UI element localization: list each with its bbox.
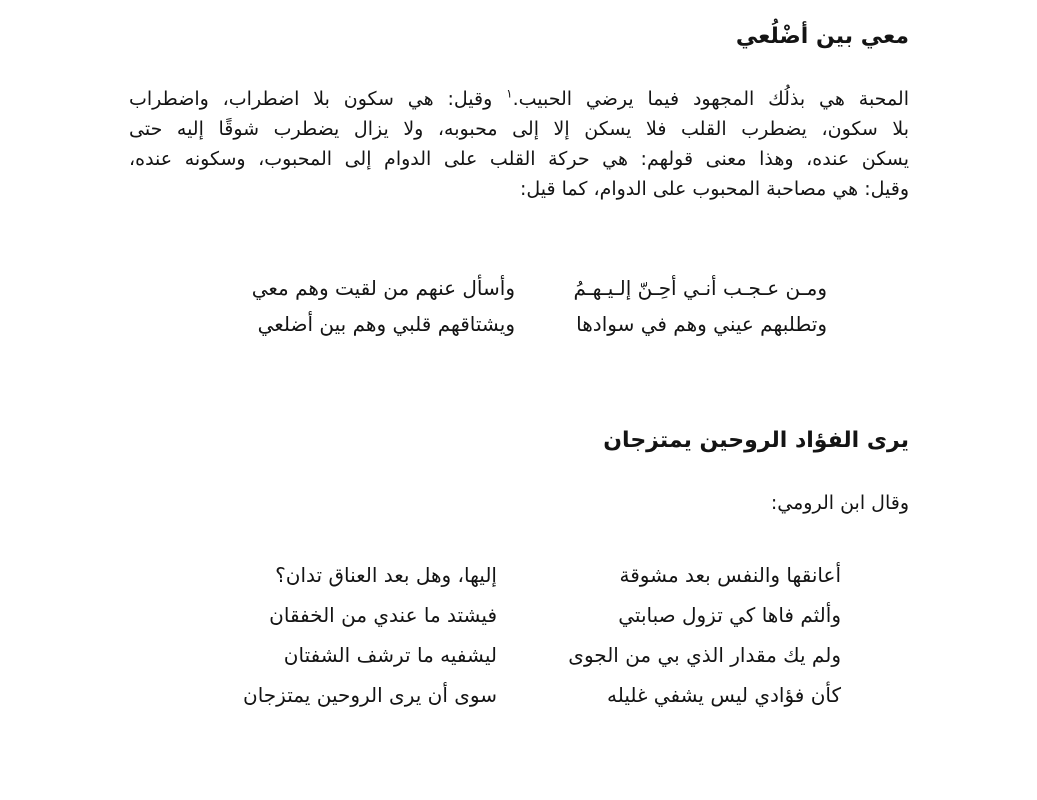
hemistich-second: فيشتد ما عندي من الخفقان — [269, 603, 497, 627]
paragraph-line: وقيل: هي مصاحبة المحبوب على الدوام، كما قيل: — [519, 178, 909, 200]
paragraph-line: بلا سكون، يضطرب القلب فلا يسكن إلا إلى محبوبه، ولا يزال يضطرب شوقًا إليه حتى — [129, 118, 909, 140]
poem — [215, 270, 827, 342]
hemistich-second: وأسأل عنهم من لقيت وهم معي — [251, 276, 515, 300]
hemistich-second: ليشفيه ما ترشف الشفتان — [283, 643, 497, 667]
verse — [196, 595, 841, 635]
paragraph-text: المحبة هي بذلُك المجهود فيما يرضي الحبيب. — [512, 88, 909, 110]
hemistich-first: وألثم فاها كي تزول صبابتي — [618, 603, 841, 627]
hemistich-second: سوى أن يرى الروحين يمتزجان — [243, 683, 497, 707]
paragraph-text: وقيل: هي سكون بلا اضطراب، واضطراب — [129, 88, 493, 110]
footnote-marker[interactable]: ١ — [506, 86, 513, 101]
hemistich-first: ومـن عـجـب أنـي أحِـنّ إلـيـهـمُ — [573, 276, 827, 300]
section-title: معي بين أضْلُعي — [735, 24, 909, 49]
verse — [196, 635, 841, 675]
hemistich-second: ويشتاقهم قلبي وهم بين أضلعي — [257, 312, 515, 336]
verse — [215, 306, 827, 342]
verse — [196, 675, 841, 715]
hemistich-first: أعانقها والنفس بعد مشوقة — [619, 563, 841, 587]
paragraph — [129, 84, 909, 204]
hemistich-first: كأن فؤادي ليس يشفي غليله — [606, 683, 841, 707]
section-title: يرى الفؤاد الروحين يمتزجان — [603, 428, 909, 453]
paragraph — [129, 488, 909, 518]
hemistich-first: وتطلبهم عيني وهم في سوادها — [576, 312, 827, 336]
poem — [196, 555, 841, 715]
paragraph-line: وقال ابن الرومي: — [770, 492, 909, 514]
hemistich-second: إليها، وهل بعد العناق تدان؟ — [275, 563, 497, 587]
verse — [196, 555, 841, 595]
paragraph-line — [129, 84, 909, 114]
hemistich-first: ولم يك مقدار الذي بي من الجوى — [568, 643, 841, 667]
verse — [215, 270, 827, 306]
paragraph-line: يسكن عنده، وهذا معنى قولهم: هي حركة القلب على الدوام إلى المحبوب، وسكونه عنده، — [129, 148, 909, 170]
